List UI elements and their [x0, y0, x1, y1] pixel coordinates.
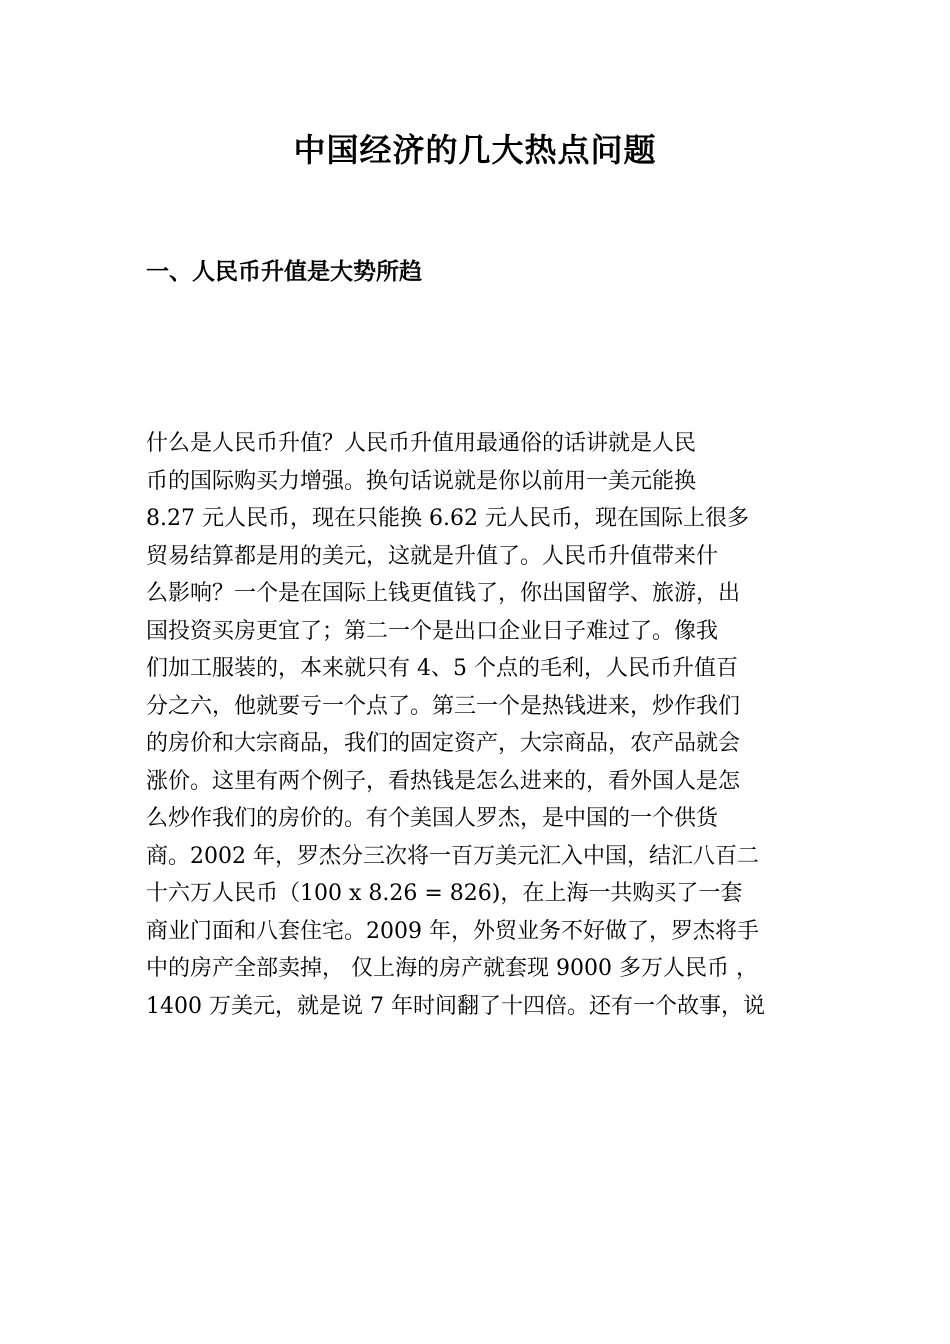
body-paragraph [146, 425, 816, 1025]
body-line: 中的房产全部卖掉， 仅上海的房产就套现 9000 多万人民币 ， [146, 956, 758, 981]
body-line: 8.27 元人民币，现在只能换 6.62 元人民币，现在国际上很多 [146, 506, 749, 531]
body-line: 十六万人民币（100 x 8.26 = 826)，在上海一共购买了一套 [146, 881, 743, 906]
body-line: 商。2002 年，罗杰分三次将一百万美元汇入中国，结汇八百二 [146, 843, 759, 869]
body-line: 的房价和大宗商品，我们的固定资产，大宗商品，农产品就会 [146, 731, 741, 756]
body-line: 涨价。这里有两个例子，看热钱是怎么进来的，看外国人是怎 [146, 768, 741, 794]
body-line: 么影响？一个是在国际上钱更值钱了，你出国留学、旅游，出 [146, 581, 741, 606]
body-line: 贸易结算都是用的美元，这就是升值了。人民币升值带来什 [146, 543, 719, 569]
body-line: 国投资买房更宜了；第二一个是出口企业日子难过了。像我 [146, 618, 719, 644]
body-line: 币的国际购买力增强。换句话说就是你以前用一美元能换 [146, 468, 697, 494]
body-line: 们加工服装的，本来就只有 4、5 个点的毛利，人民币升值百 [146, 656, 738, 681]
body-line: 1400 万美元，就是说 7 年时间翻了十四倍。还有一个故事，说 [146, 993, 765, 1019]
body-line: 么炒作我们的房价的。有个美国人罗杰，是中国的一个供货 [146, 806, 719, 831]
body-line: 商业门面和八套住宅。2009 年，外贸业务不好做了，罗杰将手 [146, 918, 759, 944]
body-line: 什么是人民币升值？人民币升值用最通俗的话讲就是人民 [146, 431, 697, 456]
document-title: 中国经济的几大热点问题 [293, 131, 657, 169]
section-heading: 一、人民币升值是大势所趋 [146, 259, 422, 285]
body-line: 分之六，他就要亏一个点了。第三一个是热钱进来，炒作我们 [146, 693, 741, 719]
